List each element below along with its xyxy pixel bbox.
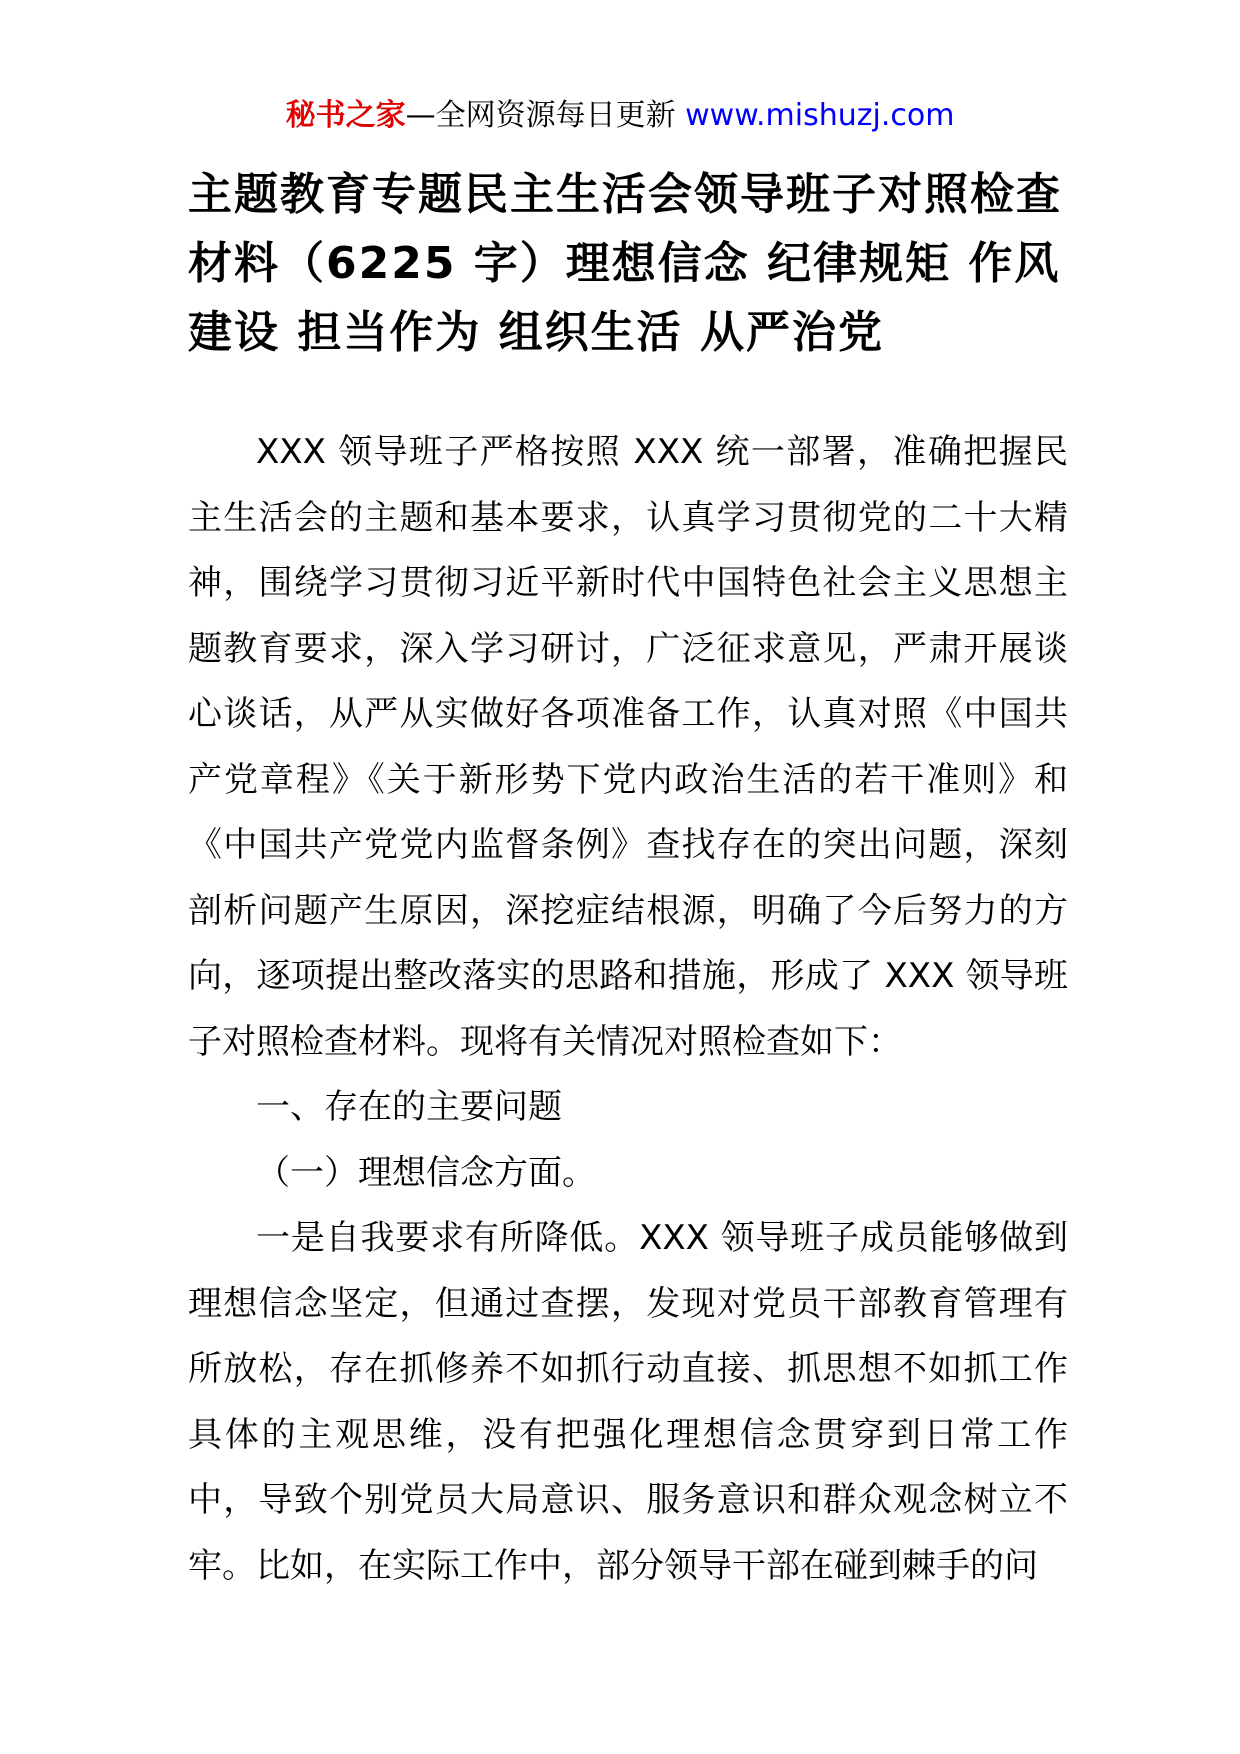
subsection-heading: （一）理想信念方面。 xyxy=(256,1152,596,1193)
site-url-link[interactable]: www.mishuzj.com xyxy=(685,98,955,133)
intro-paragraph: XXX 领导班子严格按照 XXX 统一部署，准确把握民主生活会的主题和基本要求，认真学习贯彻党的二十大精神，围绕学习贯彻习近平新时代中国特色社会主义思想主题教育要求，深入学习研讨，广泛征求意见，严肃开展谈心谈话，从严从实做好各项准备工作，认真对照《中国共产党章程》《关于新形势下党内政治生活的若干准则》和《中国共产党党内监督条例》查找存在的突出问题，深刻剖析问题产生原因，深挖症结根源，明确了今后努力的方向，逐项提出整改落实的思路和措施，形成了 XXX 领导班子对照检查材料。现将有关情况对照检查如下： xyxy=(188,432,1068,1062)
document-title: 主题教育专题民主生活会领导班子对照检查材料（6225 字）理想信念 纪律规矩 作风建设 担当作为 组织生活 从严治党 xyxy=(188,169,1062,358)
section-heading: 一、存在的主要问题 xyxy=(256,1087,562,1127)
site-header xyxy=(0,96,1240,136)
site-brand: 秘书之家 xyxy=(285,98,406,133)
document-body xyxy=(188,420,1068,1599)
body-paragraph: 一是自我要求有所降低。XXX 领导班子成员能够做到理想信念坚定，但通过查摆，发现对党员干部教育管理有所放松，存在抓修养不如抓行动直接、抓思想不如抓工作具体的主观思维，没有把强化理想信念贯穿到日常工作中，导致个别党员大局意识、服务意识和群众观念树立不牢。比如，在实际工作中，部分领导干部在碰到棘手的问 xyxy=(188,1218,1068,1586)
site-slogan: —全网资源每日更新 xyxy=(405,98,676,133)
